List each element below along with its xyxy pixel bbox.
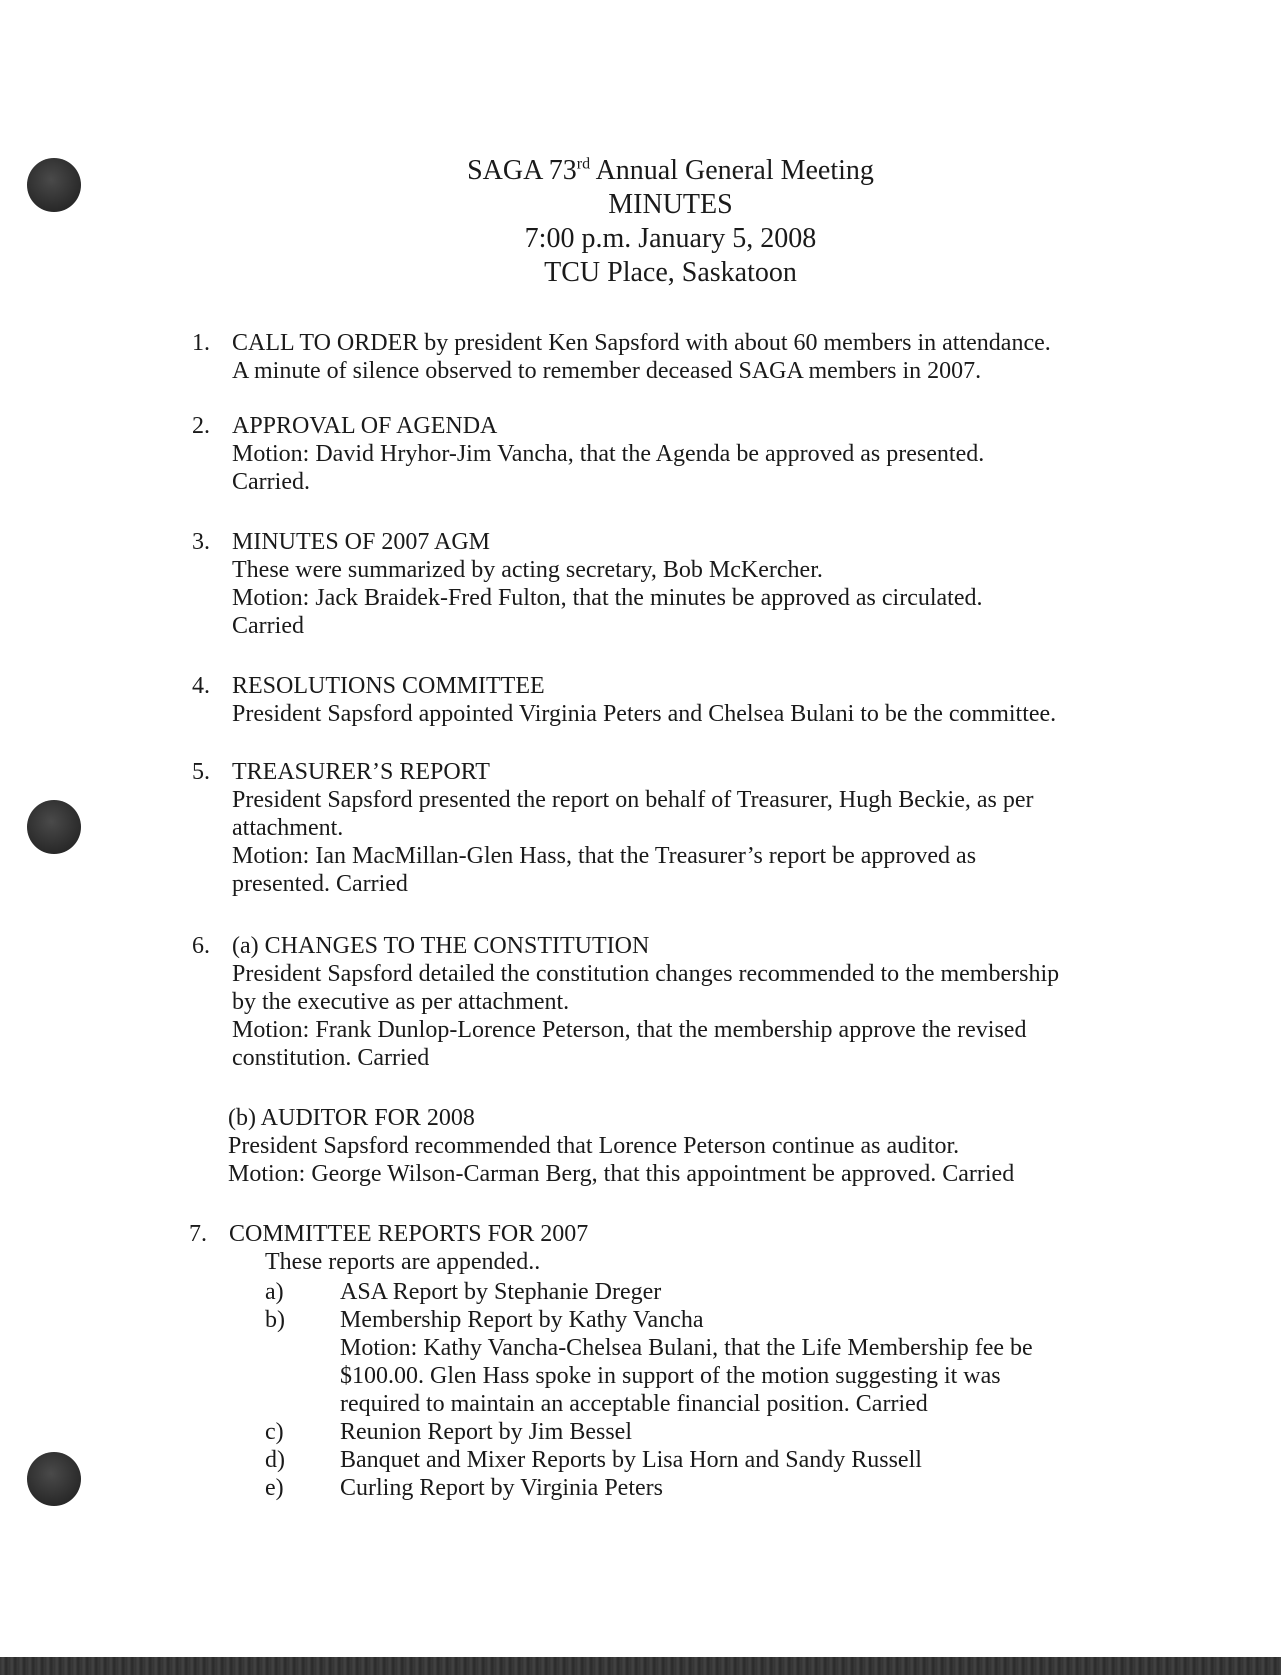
item-line: presented. Carried — [232, 871, 408, 897]
list-item-letter: a) — [265, 1279, 284, 1305]
item-line: President Sapsford presented the report on behalf of Treasurer, Hugh Beckie, as per — [232, 787, 1034, 813]
list-item-text: Reunion Report by Jim Bessel — [340, 1419, 632, 1445]
list-item-letter: d) — [265, 1447, 285, 1473]
committee-report-list — [265, 1278, 1033, 1502]
item-line: attachment. — [232, 815, 344, 841]
item-line: President Sapsford appointed Virginia Peters and Chelsea Bulani to be the committee. — [232, 701, 1057, 727]
agenda-item — [192, 758, 1033, 898]
list-item — [265, 1474, 1033, 1502]
list-item — [265, 1418, 1033, 1446]
item-line: Motion: Frank Dunlop-Lorence Peterson, that the membership approve the revised — [232, 1017, 1027, 1043]
item-number: 5. — [192, 759, 210, 785]
item-heading: (b) AUDITOR FOR 2008 — [228, 1105, 475, 1131]
list-item — [265, 1278, 1033, 1306]
list-item-text: $100.00. Glen Hass spoke in support of the motion suggesting it was — [340, 1363, 1001, 1389]
item-line: constitution. Carried — [232, 1045, 430, 1071]
list-item-letter: c) — [265, 1419, 284, 1445]
item-line: Motion: Ian MacMillan-Glen Hass, that the Treasurer’s report be approved as — [232, 843, 977, 869]
agenda-item — [192, 528, 982, 640]
item-line: President Sapsford detailed the constitution changes recommended to the membership — [232, 961, 1060, 987]
item-heading: RESOLUTIONS COMMITTEE — [232, 673, 545, 699]
item-line: Carried — [232, 613, 304, 639]
item-number: 3. — [192, 529, 210, 555]
item-line: Motion: George Wilson-Carman Berg, that this appointment be approved. Carried — [228, 1161, 1015, 1187]
item-line: Carried. — [232, 469, 310, 495]
document-title: SAGA 73rd Annual General Meeting — [467, 155, 874, 186]
item-line: Motion: Jack Braidek-Fred Fulton, that the minutes be approved as circulated. — [232, 585, 983, 611]
agenda-item — [192, 329, 1051, 385]
item-number: 1. — [192, 330, 210, 356]
list-item-letter: e) — [265, 1475, 284, 1501]
item-line: CALL TO ORDER by president Ken Sapsford with about 60 members in attendance. — [232, 330, 1051, 356]
list-item-letter: b) — [265, 1307, 285, 1333]
list-item — [265, 1306, 1033, 1418]
item-heading: APPROVAL OF AGENDA — [232, 413, 498, 439]
document-subtitle: MINUTES — [608, 189, 733, 220]
scan-edge — [0, 1657, 1281, 1675]
document-header — [0, 154, 1281, 290]
agenda-item — [192, 412, 984, 496]
item-line: A minute of silence observed to remember deceased SAGA members in 2007. — [232, 358, 982, 384]
list-item-text: Banquet and Mixer Reports by Lisa Horn and Sandy Russell — [340, 1447, 922, 1473]
meeting-time-date: 7:00 p.m. January 5, 2008 — [524, 223, 817, 254]
item-line: by the executive as per attachment. — [232, 989, 570, 1015]
item-number: 2. — [192, 413, 210, 439]
meeting-location: TCU Place, Saskatoon — [544, 257, 797, 288]
punch-hole — [27, 1452, 81, 1506]
agenda-item — [192, 672, 1056, 728]
list-item-text: Membership Report by Kathy Vancha — [340, 1307, 704, 1333]
item-heading: (a) CHANGES TO THE CONSTITUTION — [232, 933, 650, 959]
list-item-text: Curling Report by Virginia Peters — [340, 1475, 663, 1501]
item-line: Motion: David Hryhor-Jim Vancha, that the Agenda be approved as presented. — [232, 441, 985, 467]
list-item-text: ASA Report by Stephanie Dreger — [340, 1279, 662, 1305]
item-heading: TREASURER’S REPORT — [232, 759, 490, 785]
agenda-subitem — [228, 1104, 1014, 1188]
item-intro: These reports are appended.. — [265, 1249, 541, 1275]
item-line: President Sapsford recommended that Lorence Peterson continue as auditor. — [228, 1133, 960, 1159]
item-heading: MINUTES OF 2007 AGM — [232, 529, 491, 555]
list-item — [265, 1446, 1033, 1474]
item-heading: COMMITTEE REPORTS FOR 2007 — [229, 1221, 589, 1247]
item-number: 7. — [189, 1221, 207, 1247]
punch-hole — [27, 800, 81, 854]
list-item-text: required to maintain an acceptable financial position. Carried — [340, 1391, 928, 1417]
list-item-text: Motion: Kathy Vancha-Chelsea Bulani, that the Life Membership fee be — [340, 1335, 1033, 1361]
agenda-item — [192, 932, 1059, 1072]
item-number: 4. — [192, 673, 210, 699]
item-number: 6. — [192, 933, 210, 959]
agenda-item — [189, 1220, 1033, 1502]
item-line: These were summarized by acting secretary, Bob McKercher. — [232, 557, 823, 583]
